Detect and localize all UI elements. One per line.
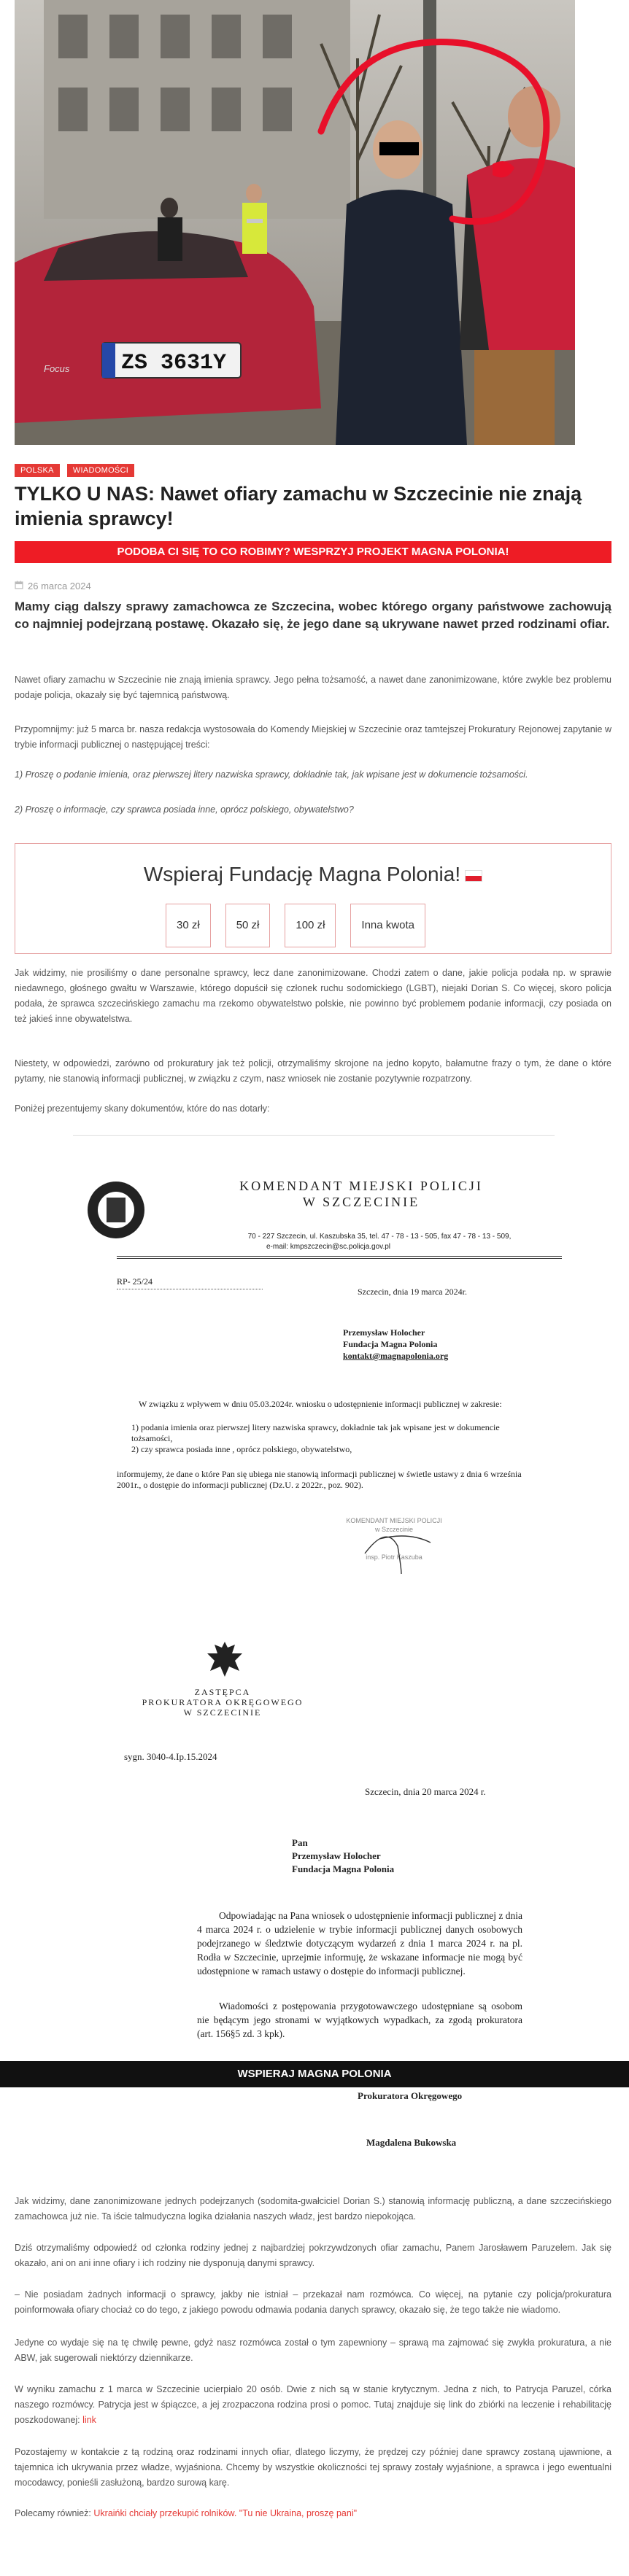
prosecutor-body-1: Odpowiadając na Pana wniosek o udostępnienie informacji publicznej z dnia 4 marca 2024 r. o udzielenie w trybie informacji publicznej danych osobowych podejrzanego w śledztwie dotyczącym wydarzeń z dnia 1 marca 2024 r. na pl. Rodła w Szczecinie, uprzejmie informuję, że wskazane informacje nie mogą być udostępnione w ramach ustawy o dostępie do informacji publicznej.: [197, 1910, 522, 1976]
prosecutor-recipient-3: Fundacja Magna Polonia: [292, 1863, 395, 1874]
fundraiser-link[interactable]: link: [82, 2415, 96, 2425]
police-stamp-1: KOMENDANT MIEJSKI POLICJI: [346, 1517, 442, 1524]
prosecutor-sign-name: Magdalena Bukowska: [366, 2137, 457, 2148]
police-stamp-2: w Szczecinie: [374, 1526, 414, 1533]
prosecutor-ref: sygn. 3040-4.Ip.15.2024: [124, 1751, 217, 1762]
prosecutor-recipient-2: Przemysław Holocher: [292, 1850, 381, 1861]
support-banner[interactable]: PODOBA CI SIĘ TO CO ROBIMY? WESPRZYJ PROJEKT MAGNA POLONIA!: [15, 541, 611, 563]
license-plate: ZS 3631Y: [121, 351, 227, 376]
prosecutor-sign-title: Prokuratora Okręgowego: [358, 2090, 463, 2101]
paragraph-2: Przypomnijmy: już 5 marca br. nasza redakcja wystosowała do Komendy Miejskiej w Szczecinie oraz tamtejszej Prokuratury Rejonowej zapytanie w trybie informacji publicznej o następującej treści:: [15, 724, 611, 750]
recommended-link[interactable]: Ukraińki chciały przekupić rolników. "Tu nie Ukraina, proszę pani": [93, 2508, 358, 2518]
police-recipient-org: Fundacja Magna Polonia: [343, 1339, 438, 1349]
car-badge: Focus: [44, 363, 70, 374]
police-address: 70 - 227 Szczecin, ul. Kaszubska 35, tel. 47 - 78 - 13 - 505, fax 47 - 78 - 13 - 509,: [247, 1233, 512, 1241]
article-lead: Mamy ciąg dalszy sprawy zamachowca ze Szczecina, wobec którego organy państwowe zachowują co najmniej podejrzaną postawę. Okazało się, że jego dane są ukrywane nawet przed rodzinami ofiar.: [15, 600, 611, 631]
paragraph-1: Nawet ofiary zamachu w Szczecinie nie znają imienia sprawcy. Jego pełna tożsamość, a nawet dane zanonimizowane, które zwykle bez problemu podaje policja, okazały się być tajemnicą państwową.: [15, 675, 611, 700]
donate-100-button[interactable]: 100 zł: [285, 904, 336, 947]
police-body-2: informujemy, że dane o które Pan się ubiega nie stanowią informacji publicznej w świetle ustawy z dnia 6 września 2001r., o dostępie do informacji publicznej (Dz.U. z 2022r., poz. 902).: [117, 1469, 522, 1490]
donation-heading: Wspieraj Fundację Magna Polonia!: [143, 863, 461, 885]
publish-date: [15, 581, 91, 591]
donate-other-button[interactable]: Inna kwota: [350, 904, 425, 947]
police-signature: [358, 1510, 438, 1575]
prosecutor-heading-2: PROKURATORA OKRĘGOWEGO: [142, 1697, 304, 1707]
prosecutor-signature-block: [15, 2090, 611, 2156]
hero-image: [15, 0, 575, 445]
eagle-emblem-icon: [203, 1637, 247, 1681]
prosecutor-body-2: Wiadomości z postępowania przygotowawczego udostępniane są osobom nie będącym jego stronami w wyjątkowych wypadkach, za zgodą prokuratora (art. 156§5 zd. 3 kpk).: [197, 2001, 522, 2039]
paragraph-7: Dziś otrzymaliśmy odpowiedź od członka rodziny jednej z najbardziej pokrzywdzonych ofiar zamachu, Panem Jarosławem Paruzelem. Jak się okazało, ani on ani inne ofiary i ich rodziny nie dysponują danymi sprawcy.: [15, 2243, 611, 2268]
police-body-1: W związku z wpływem w dniu 05.03.2024r. wniosku o udostępnienie informacji publicznej w zakresie:: [139, 1399, 502, 1409]
article-title: TYLKO U NAS: Nawet ofiary zamachu w Szczecinie nie znają imienia sprawcy!: [15, 483, 582, 529]
prosecutor-heading-3: W SZCZECINIE: [183, 1707, 262, 1718]
prosecutor-letter-scan: [15, 1637, 611, 2133]
divider: [73, 1135, 555, 1136]
paragraph-6: Jak widzimy, dane zanonimizowane jednych podejrzanych (sodomita-gwałciciel Dorian S.) stanowią informację publiczną, a dane szczecińskiego zamachowca już nie. Ta iście talmudyczna logika działania naszych władz, jest bardzo niepokojąca.: [15, 2196, 611, 2222]
question-2: 2) Proszę o informacje, czy sprawca posiada inne, oprócz polskiego, obywatelstwo?: [15, 804, 354, 815]
prosecutor-heading-1: ZASTĘPCA: [194, 1687, 251, 1697]
paragraph-5: Poniżej prezentujemy skany dokumentów, które do nas dotarły:: [15, 1103, 270, 1114]
paragraph-3: Jak widzimy, nie prosiliśmy o dane personalne sprawcy, lecz dane zanonimizowane. Chodzi zatem o dane, jakie policja podała np. w sprawie niedawnego, głośnego gwałtu w Warszawie, którego dopuścił się członek ruchu sodomickiego (LGBT), niejaki Dorian S. Co więcej, skoro policja podała, że sprawca szczecińskiego zamachu ma rzekomo obywatelstwo polskie, nie powinno być problemem podanie informacji, czy posiada on też jakieś inne obywatelstwa.: [15, 968, 611, 1024]
police-place-date: Szczecin, dnia 19 marca 2024r.: [358, 1287, 467, 1297]
paragraph-8: – Nie posiadam żadnych informacji o sprawcy, jakby nie istniał – przekazał nam rozmówca. Co więcej, na pytanie czy policja/prokuratura poinformowała ofiary chociaż co do tego, z jakiego powodu odmawia podania danych sprawcy, okazało się, że tego także nie wiadomo.: [15, 2289, 611, 2315]
police-recipient-name: Przemysław Holocher: [343, 1327, 425, 1338]
police-ref: RP- 25/24: [117, 1276, 153, 1287]
tag-wiadomosci[interactable]: WIADOMOŚCI: [67, 464, 134, 477]
donate-30-button[interactable]: 30 zł: [166, 904, 211, 947]
support-bar[interactable]: WSPIERAJ MAGNA POLONIA: [0, 2061, 629, 2087]
donation-box: [15, 843, 611, 954]
polish-flag-icon: [465, 870, 482, 882]
donate-50-button[interactable]: 50 zł: [225, 904, 271, 947]
police-letter-scan: [15, 1167, 611, 1590]
date-text: 26 marca 2024: [28, 581, 91, 591]
donation-amounts: [166, 904, 425, 947]
tag-polska[interactable]: POLSKA: [15, 464, 60, 477]
police-heading-1: KOMENDANT MIEJSKI POLICJI: [239, 1179, 483, 1193]
police-item-2: 2) czy sprawca posiada inne , oprócz polskiego, obywatelstwo,: [131, 1444, 352, 1454]
police-heading-2: W SZCZECINIE: [302, 1195, 420, 1209]
paragraph-10: W wyniku zamachu z 1 marca w Szczecinie ucierpiało 20 osób. Dwie z nich są w stanie krytycznym. Jedna z nich, to Patrycja Paruzel, córka naszego rozmówcy. Patrycja jest w śpiączce, a jej zrozpaczona rodzina prosi o pomoc. Tutaj znajduje się link do zbiórki na leczenie i rehabilitację poszkodowanej: link: [15, 2384, 611, 2425]
paragraph-4: Niestety, w odpowiedzi, zarówno od prokuratury jak też policji, otrzymaliśmy skrojone na jedno kopyto, bałamutne frazy o tym, że dane o które pytamy, nie stanowią informacji publicznej, w związku z czym, nasz wniosek nie zostanie pozytywnie rozpatrzony.: [15, 1058, 611, 1084]
question-1: 1) Proszę o podanie imienia, oraz pierwszej litery nazwiska sprawcy, dokładnie tak, jak wpisane jest w dokumencie tożsamości.: [15, 769, 528, 780]
police-stamp-3: insp. Piotr Kaszuba: [366, 1553, 422, 1561]
prosecutor-recipient-1: Pan: [292, 1837, 308, 1848]
paragraph-11: Pozostajemy w kontakcie z tą rodziną oraz rodzinami innych ofiar, dlatego liczymy, że prędzej czy później dane sprawcy zostaną ujawnione, a tajemnica ich ukrywania przez władze, wyjaśniona. Chcemy by wszystkie okoliczności tej sprawy zostały wyjaśnione, a sprawca i jego ewentualni mocodawcy, ponieśli zasłużoną, bardzo surową karę.: [15, 2447, 611, 2488]
police-emblem-icon: [88, 1182, 144, 1238]
recommended: [15, 2506, 611, 2521]
paragraph-9: Jedyne co wydaje się na tę chwilę pewne, gdyż nasz rozmówca został o tym zapewniony – sprawą ma zajmować się zwykła prokuratura, a nie ABW, jak sugerowali niektórzy dziennikarze.: [15, 2338, 611, 2363]
category-tags: [15, 464, 134, 477]
police-item-1: 1) podania imienia oraz pierwszej litery nazwiska sprawcy, dokładnie tak jak wpisane jest w dokumencie tożsamości,: [131, 1422, 500, 1443]
calendar-icon: [15, 581, 23, 591]
police-recipient-email: kontakt@magnapolonia.org: [343, 1351, 449, 1361]
prosecutor-place-date: Szczecin, dnia 20 marca 2024 r.: [365, 1786, 486, 1797]
police-email: e-mail: kmpszczecin@sc.policja.gov.pl: [266, 1243, 391, 1251]
recommended-label: Polecamy również:: [15, 2508, 91, 2518]
